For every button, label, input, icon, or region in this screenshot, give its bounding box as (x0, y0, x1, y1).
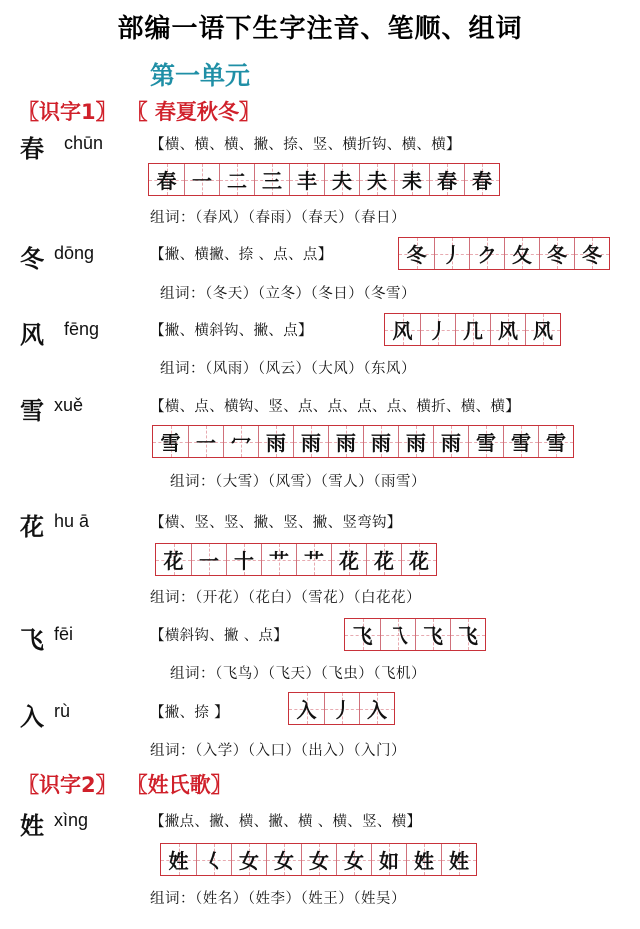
stroke-step: 女 (336, 844, 371, 875)
lesson-label: 〖识字2〗 (18, 773, 117, 797)
entry-pinyin: xuě (54, 395, 84, 415)
stroke-step: 雨 (398, 426, 433, 457)
lesson-name: 〖 春夏秋冬〗 (126, 100, 260, 124)
stroke-step: 雨 (293, 426, 328, 457)
stroke-step: 雪 (468, 426, 503, 457)
entry-pinyin: dōng (54, 243, 95, 263)
stroke-step: 如 (371, 844, 406, 875)
entry-char: 冬 (20, 245, 44, 273)
stroke-step: 女 (266, 844, 301, 875)
entry-pinyin: fēng (64, 319, 100, 339)
stroke-step: 夫 (359, 164, 394, 195)
stroke-step: 雨 (258, 426, 293, 457)
stroke-order-text: 【横、竖、竖、撇、竖、撇、竖弯钩】 (150, 515, 402, 531)
word-list: 组词：（春风）（春雨）（春天）（春日） (150, 210, 406, 226)
word-list: 组词：（风雨）（风云）（大风）（东风） (160, 361, 416, 377)
lesson-heading-1 (18, 96, 260, 126)
stroke-step: 艹 (261, 544, 296, 575)
stroke-step: 雪 (503, 426, 538, 457)
stroke-grid (344, 618, 486, 651)
stroke-step: 夫 (324, 164, 359, 195)
stroke-step: 冬 (399, 238, 434, 269)
stroke-step: 姓 (441, 844, 476, 875)
stroke-order-text: 【撇、横撇、捺 、点、点】 (150, 247, 333, 263)
stroke-step: 风 (385, 314, 420, 345)
entry-pinyin: fēi (54, 624, 74, 644)
stroke-step: 一 (188, 426, 223, 457)
entry-char: 花 (20, 513, 44, 541)
stroke-step: 花 (331, 544, 366, 575)
stroke-grid (384, 313, 561, 346)
stroke-step: 雨 (363, 426, 398, 457)
entry-pinyin: hu ā (54, 511, 90, 531)
entry-char: 雪 (20, 397, 44, 425)
stroke-step: 丿 (420, 314, 455, 345)
word-list: 组词：（姓名）（姓李）（姓王）（姓吴） (150, 891, 406, 907)
stroke-step: 风 (525, 314, 560, 345)
stroke-step: 三 (254, 164, 289, 195)
stroke-step: 女 (301, 844, 336, 875)
stroke-step: 春 (149, 164, 184, 195)
page-title: 部编一语下生字注音、笔顺、组词 (117, 14, 523, 44)
stroke-step: 冖 (223, 426, 258, 457)
stroke-grid (288, 692, 395, 725)
stroke-order-text: 【撇、捺 】 (150, 705, 229, 721)
entry-char: 入 (20, 703, 44, 731)
stroke-grid (152, 425, 574, 458)
stroke-step: 花 (156, 544, 191, 575)
stroke-step: 丰 (289, 164, 324, 195)
stroke-step: 风 (490, 314, 525, 345)
word-list: 组词：（飞鸟）（飞天）（飞虫）（飞机） (170, 666, 426, 682)
stroke-step: 丿 (434, 238, 469, 269)
stroke-step: 花 (366, 544, 401, 575)
stroke-step: 飞 (415, 619, 450, 650)
entry-char: 春 (20, 135, 44, 163)
word-list: 组词：（入学）（入口）（出入）（入门） (150, 743, 406, 759)
stroke-order-text: 【撇点、撇、横、撇、横 、横、竖、横】 (150, 814, 422, 830)
stroke-grid (155, 543, 437, 576)
stroke-step: 姓 (161, 844, 196, 875)
stroke-step: 飞 (345, 619, 380, 650)
stroke-step: 二 (219, 164, 254, 195)
entry-char: 姓 (20, 812, 44, 840)
stroke-step: 一 (184, 164, 219, 195)
stroke-step: ク (469, 238, 504, 269)
stroke-grid (160, 843, 477, 876)
word-list: 组词：（大雪）（风雪）（雪人）（雨雪） (170, 474, 426, 490)
stroke-step: 入 (359, 693, 394, 724)
stroke-grid (148, 163, 500, 196)
stroke-step: 几 (455, 314, 490, 345)
stroke-step: 雨 (433, 426, 468, 457)
stroke-order-text: 【横斜钩、撇 、点】 (150, 628, 289, 644)
word-list: 组词：（冬天）（立冬）（冬日）（冬雪） (160, 286, 416, 302)
stroke-step: 十 (226, 544, 261, 575)
stroke-step: 丿 (324, 693, 359, 724)
stroke-step: 艹 (296, 544, 331, 575)
lesson-label: 〖识字1〗 (18, 100, 117, 124)
stroke-step: 冬 (574, 238, 609, 269)
stroke-step: 花 (401, 544, 436, 575)
lesson-heading-2 (18, 769, 232, 799)
stroke-step: 飞 (450, 619, 485, 650)
entry-char: 风 (20, 321, 44, 349)
lesson-name: 〖姓氏歌〗 (126, 773, 232, 797)
stroke-step: 一 (191, 544, 226, 575)
stroke-step: 夂 (504, 238, 539, 269)
stroke-order-text: 【横、点、横钩、竖、点、点、点、点、横折、横、横】 (150, 399, 520, 415)
stroke-step: 春 (464, 164, 499, 195)
entry-char: 飞 (20, 626, 44, 654)
stroke-step: 雨 (328, 426, 363, 457)
stroke-step: 乁 (380, 619, 415, 650)
entry-pinyin: rù (54, 701, 71, 721)
stroke-step: 雪 (153, 426, 188, 457)
stroke-order-text: 【撇、横斜钩、撇、点】 (150, 323, 313, 339)
stroke-step: 𡿨 (196, 844, 231, 875)
entry-pinyin: xìng (54, 810, 89, 830)
stroke-step: 姓 (406, 844, 441, 875)
stroke-step: 入 (289, 693, 324, 724)
word-list: 组词：（开花）（花白）（雪花）（白花花） (150, 590, 421, 606)
stroke-step: 冬 (539, 238, 574, 269)
stroke-grid (398, 237, 610, 270)
stroke-step: 雪 (538, 426, 573, 457)
stroke-step: 春 (429, 164, 464, 195)
stroke-step: 女 (231, 844, 266, 875)
stroke-order-text: 【横、横、横、撇、捺、竖、横折钩、横、横】 (150, 137, 461, 153)
entry-pinyin: chūn (64, 133, 104, 153)
unit-heading: 第一单元 (150, 61, 251, 90)
stroke-step: 耒 (394, 164, 429, 195)
